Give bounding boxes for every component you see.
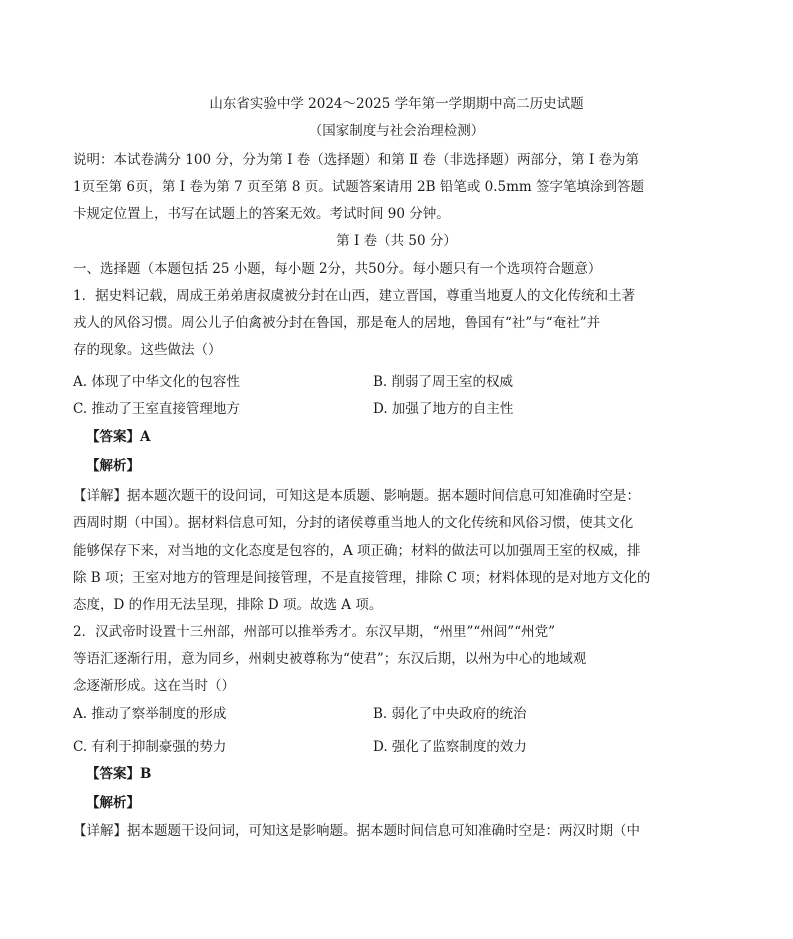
q1-option-d: D. 加强了地方的自主性 — [373, 401, 514, 417]
q1-detail-line: 态度，D 的作用无法呈现，排除 D 项。故选 A 项。 — [73, 597, 383, 613]
q2-stem-line: 等语汇逐渐行用，意为同乡，州刺史被尊称为“使君”；东汉后期，以州为中心的地域观 — [73, 651, 587, 667]
q2-option-c: C. 有利于抑制豪强的势力 — [73, 739, 227, 755]
q1-detail-line: 西周时期（中国）。据材料信息可知，分封的诸侯尊重当地人的文化传统和风俗习惯，使其文化 — [73, 515, 634, 531]
q1-option-b: B. 削弱了周王室的权威 — [373, 374, 514, 390]
q2-option-d: D. 强化了监察制度的效力 — [373, 739, 527, 755]
q1-option-c: C. 推动了王室直接管理地方 — [73, 401, 240, 417]
page-subtitle: （国家制度与社会治理检测） — [308, 123, 485, 139]
q1-detail-line: 能够保存下来，对当地的文化态度是包容的，A 项正确；材料的做法可以加强周王室的权威，排 — [73, 543, 641, 559]
q2-detail-line: 【详解】据本题题干设问词，可知这是影响题。据本题时间信息可知准确时空是：两汉时期（中 — [73, 823, 640, 839]
q2-stem-line: 2．汉武帝时设置十三州部，州部可以推举秀才。东汉早期，“州里”“州闾”“州党” — [73, 624, 555, 640]
q1-stem-line: 存的现象。这些做法（） — [73, 342, 222, 358]
q2-stem-line: 念逐渐形成。这在当时（） — [73, 678, 235, 694]
instructions-line: 卡规定位置上，书写在试题上的答案无效。考试时间 90 分钟。 — [73, 206, 450, 222]
q1-detail-line: 【详解】据本题次题干的设问词，可知这是本质题、影响题。据本题时间信息可知准确时空是： — [73, 488, 640, 504]
q1-detail-line: 除 B 项；王室对地方的管理是间接管理，不是直接管理，排除 C 项；材料体现的是对地方文化的 — [73, 570, 651, 586]
q2-option-a: A. 推动了察举制度的形成 — [73, 706, 227, 722]
q1-stem-line: 戎人的风俗习惯。周公儿子伯禽被分封在鲁国，那是奄人的居地，鲁国有“社”与“奄社”并 — [73, 315, 601, 331]
page-title: 山东省实验中学 2024～2025 学年第一学期期中高二历史试题 — [209, 96, 584, 112]
q1-answer: 【答案】A — [86, 429, 151, 445]
section-heading: 一、选择题（本题包括 25 小题，每小题 2分，共50分。每小题只有一个选项符合题意） — [73, 261, 602, 277]
q2-option-b: B. 弱化了中央政府的统治 — [373, 706, 527, 722]
q1-analysis-label: 【解析】 — [86, 458, 140, 474]
q1-stem-line: 1．据史料记载，周成王弟弟唐叔虞被分封在山西，建立晋国，尊重当地夏人的文化传统和土著 — [73, 288, 636, 304]
instructions-line: 说明：本试卷满分 100 分，分为第 Ⅰ 卷（选择题）和第 Ⅱ 卷（非选择题）两部分，第 Ⅰ 卷为第 — [73, 152, 639, 168]
q2-analysis-label: 【解析】 — [86, 795, 140, 811]
part-heading: 第 Ⅰ 卷（共 50 分） — [336, 233, 457, 249]
q1-option-a: A. 体现了中华文化的包容性 — [73, 374, 240, 390]
q2-answer: 【答案】B — [86, 766, 152, 782]
instructions-line: 1页至第 6页，第 Ⅰ 卷为第 7 页至第 8 页。试题答案请用 2B 铅笔或 0.5mm 签字笔填涂到答题 — [73, 179, 644, 195]
